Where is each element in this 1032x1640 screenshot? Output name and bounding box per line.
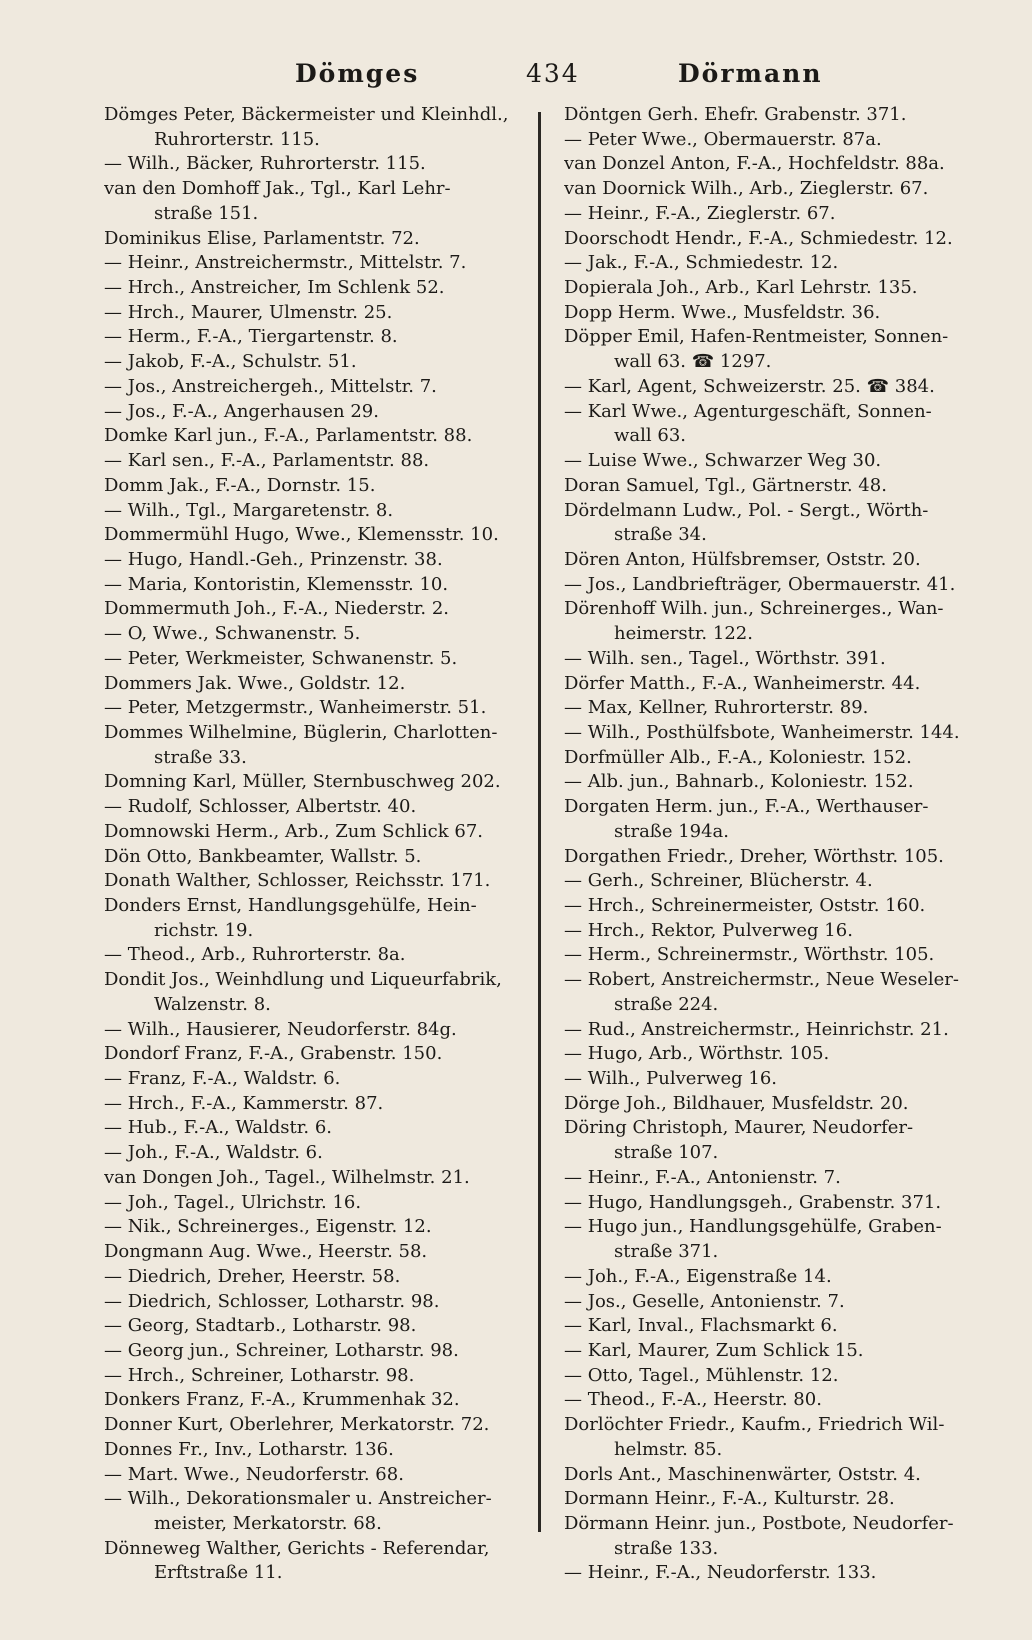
- directory-line: — Wilh., Bäcker, Ruhrorterstr. 115.: [104, 153, 426, 175]
- directory-line: — Diedrich, Dreher, Heerstr. 58.: [104, 1265, 401, 1287]
- directory-line: Dondorf Franz, F.-A., Grabenstr. 150.: [104, 1043, 443, 1065]
- directory-line: — Peter, Werkmeister, Schwanenstr. 5.: [104, 647, 458, 669]
- directory-line: Dörmann Heinr. jun., Postbote, Neudorfer-: [564, 1512, 954, 1534]
- directory-line: — O, Wwe., Schwanenstr. 5.: [104, 623, 361, 645]
- directory-line: — Hrch., Maurer, Ulmenstr. 25.: [104, 301, 393, 323]
- directory-line: Domning Karl, Müller, Sternbuschweg 202.: [104, 771, 501, 793]
- directory-line: — Robert, Anstreichermstr., Neue Weseler-: [564, 969, 959, 991]
- directory-line: Ruhrorterstr. 115.: [154, 128, 320, 150]
- directory-line: straße 133.: [614, 1537, 719, 1559]
- directory-line: straße 33.: [154, 746, 247, 768]
- directory-line: Döntgen Gerh. Ehefr. Grabenstr. 371.: [564, 104, 907, 125]
- directory-line: Dorls Ant., Maschinenwärter, Oststr. 4.: [564, 1463, 921, 1485]
- directory-line: straße 371.: [614, 1241, 719, 1263]
- directory-line: meister, Merkatorstr. 68.: [154, 1512, 382, 1534]
- directory-line: Dondit Jos., Weinhdlung und Liqueurfabrik,: [104, 969, 502, 991]
- directory-line: Walzenstr. 8.: [154, 993, 271, 1015]
- directory-line: — Jos., Anstreichergeh., Mittelstr. 7.: [104, 375, 437, 397]
- directory-line: Dorlöchter Friedr., Kaufm., Friedrich Wil-: [564, 1414, 945, 1436]
- directory-line: — Theod., F.-A., Heerstr. 80.: [564, 1389, 822, 1411]
- page-header: [0, 56, 1032, 92]
- directory-line: — Mart. Wwe., Neudorferstr. 68.: [104, 1463, 404, 1485]
- directory-line: Dorgathen Friedr., Dreher, Wörthstr. 105.: [564, 845, 944, 867]
- directory-line: — Franz, F.-A., Waldstr. 6.: [104, 1068, 341, 1090]
- directory-line: — Jak., F.-A., Schmiedestr. 12.: [564, 252, 839, 274]
- directory-line: Dördelmann Ludw., Pol. - Sergt., Wörth-: [564, 499, 929, 521]
- left-column: [104, 103, 532, 1586]
- directory-line: Dormann Heinr., F.-A., Kulturstr. 28.: [564, 1488, 895, 1510]
- directory-line: — Max, Kellner, Ruhrorterstr. 89.: [564, 697, 869, 719]
- directory-line: — Jos., F.-A., Angerhausen 29.: [104, 400, 379, 422]
- directory-line: — Hub., F.-A., Waldstr. 6.: [104, 1117, 333, 1139]
- directory-line: Erftstraße 11.: [154, 1562, 283, 1584]
- directory-line: — Peter Wwe., Obermauerstr. 87a.: [564, 128, 882, 150]
- directory-line: Donath Walther, Schlosser, Reichsstr. 171.: [104, 870, 491, 892]
- directory-line: — Hrch., Schreinermeister, Oststr. 160.: [564, 895, 926, 916]
- directory-line: — Rudolf, Schlosser, Albertstr. 40.: [104, 796, 417, 818]
- directory-line: — Luise Wwe., Schwarzer Weg 30.: [564, 450, 882, 472]
- directory-line: straße 151.: [154, 202, 259, 224]
- directory-line: — Diedrich, Schlosser, Lotharstr. 98.: [104, 1290, 440, 1312]
- directory-line: Doran Samuel, Tgl., Gärtnerstr. 48.: [564, 474, 887, 496]
- directory-line: — Jakob, F.-A., Schulstr. 51.: [104, 351, 357, 373]
- directory-line: — Jos., Geselle, Antonienstr. 7.: [564, 1290, 845, 1312]
- directory-line: Donner Kurt, Oberlehrer, Merkatorstr. 72.: [104, 1414, 490, 1436]
- directory-line: — Hrch., F.-A., Kammerstr. 87.: [104, 1092, 384, 1114]
- directory-line: — Georg jun., Schreiner, Lotharstr. 98.: [104, 1339, 459, 1361]
- directory-line: — Maria, Kontoristin, Klemensstr. 10.: [104, 573, 449, 595]
- directory-line: — Wilh., Tgl., Margaretenstr. 8.: [104, 499, 394, 521]
- column-divider: [538, 112, 541, 1532]
- directory-line: — Wilh., Dekorationsmaler u. Anstreicher-: [104, 1488, 492, 1510]
- directory-line: — Herm., Schreinermstr., Wörthstr. 105.: [564, 944, 935, 966]
- directory-line: Döpper Emil, Hafen-Rentmeister, Sonnen-: [564, 326, 949, 348]
- directory-line: Dorgaten Herm. jun., F.-A., Werthauser-: [564, 796, 929, 818]
- directory-line: — Hrch., Schreiner, Lotharstr. 98.: [104, 1364, 415, 1386]
- directory-line: — Theod., Arb., Ruhrorterstr. 8a.: [104, 944, 406, 966]
- directory-line: — Karl Wwe., Agenturgeschäft, Sonnen-: [564, 400, 932, 422]
- directory-line: Dörfer Matth., F.-A., Wanheimerstr. 44.: [564, 672, 921, 694]
- directory-line: Dörenhoff Wilh. jun., Schreinerges., Wan-: [564, 598, 944, 620]
- directory-line: — Jos., Landbriefträger, Obermauerstr. 41.: [564, 573, 956, 595]
- directory-line: — Hugo, Handlungsgeh., Grabenstr. 371.: [564, 1191, 942, 1213]
- directory-line: — Nik., Schreinerges., Eigenstr. 12.: [104, 1216, 432, 1238]
- directory-line: — Karl sen., F.-A., Parlamentstr. 88.: [104, 450, 430, 472]
- directory-line: Dön Otto, Bankbeamter, Wallstr. 5.: [104, 845, 422, 867]
- directory-line: richstr. 19.: [154, 919, 254, 941]
- directory-line: Dommers Jak. Wwe., Goldstr. 12.: [104, 672, 406, 694]
- directory-line: straße 34.: [614, 524, 707, 546]
- directory-line: Dommes Wilhelmine, Büglerin, Charlotten-: [104, 721, 498, 743]
- directory-line: — Heinr., F.-A., Neudorferstr. 133.: [564, 1562, 877, 1584]
- directory-line: wall 63.: [614, 425, 686, 447]
- directory-line: — Peter, Metzgermstr., Wanheimerstr. 51.: [104, 697, 487, 719]
- directory-line: straße 194a.: [614, 820, 730, 842]
- directory-line: — Karl, Agent, Schweizerstr. 25. ☎ 384.: [564, 375, 935, 397]
- directory-line: Dörge Joh., Bildhauer, Musfeldstr. 20.: [564, 1092, 909, 1114]
- directory-line: — Heinr., Anstreichermstr., Mittelstr. 7.: [104, 252, 467, 274]
- directory-line: Dongmann Aug. Wwe., Heerstr. 58.: [104, 1241, 428, 1263]
- directory-line: Domnowski Herm., Arb., Zum Schlick 67.: [104, 820, 484, 842]
- header-first-entry: Dömges: [295, 59, 420, 88]
- directory-line: wall 63. ☎ 1297.: [614, 351, 772, 373]
- directory-line: — Wilh., Hausierer, Neudorferstr. 84g.: [104, 1018, 457, 1040]
- directory-line: van Donzel Anton, F.-A., Hochfeldstr. 88a.: [564, 153, 945, 175]
- directory-line: — Joh., F.-A., Waldstr. 6.: [104, 1142, 323, 1164]
- directory-line: — Otto, Tagel., Mühlenstr. 12.: [564, 1364, 839, 1386]
- header-last-entry: Dörmann: [678, 59, 823, 88]
- directory-line: — Hugo jun., Handlungsgehülfe, Graben-: [564, 1216, 942, 1238]
- directory-line: Dommermühl Hugo, Wwe., Klemensstr. 10.: [104, 524, 499, 546]
- directory-line: heimerstr. 122.: [614, 623, 753, 645]
- directory-line: Dopierala Joh., Arb., Karl Lehrstr. 135.: [564, 277, 918, 299]
- directory-line: straße 107.: [614, 1142, 719, 1164]
- directory-line: — Georg, Stadtarb., Lotharstr. 98.: [104, 1315, 417, 1337]
- right-column: [564, 103, 1002, 1586]
- directory-line: — Hrch., Anstreicher, Im Schlenk 52.: [104, 277, 445, 299]
- page-number: 434: [526, 59, 580, 88]
- directory-line: Döring Christoph, Maurer, Neudorfer-: [564, 1117, 914, 1139]
- directory-line: helmstr. 85.: [614, 1438, 723, 1460]
- directory-line: Dören Anton, Hülfsbremser, Oststr. 20.: [564, 548, 921, 570]
- directory-line: Dömges Peter, Bäckermeister und Kleinhdl.,: [104, 104, 509, 125]
- directory-line: Dommermuth Joh., F.-A., Niederstr. 2.: [104, 598, 449, 620]
- directory-line: — Gerh., Schreiner, Blücherstr. 4.: [564, 870, 873, 892]
- directory-line: Dopp Herm. Wwe., Musfeldstr. 36.: [564, 301, 881, 323]
- directory-line: Donnes Fr., Inv., Lotharstr. 136.: [104, 1438, 394, 1460]
- directory-line: — Karl, Maurer, Zum Schlick 15.: [564, 1339, 864, 1361]
- directory-line: — Wilh., Posthülfsbote, Wanheimerstr. 144.: [564, 721, 960, 743]
- directory-line: — Joh., F.-A., Eigenstraße 14.: [564, 1265, 832, 1287]
- directory-line: — Heinr., F.-A., Antonienstr. 7.: [564, 1166, 841, 1188]
- directory-line: — Rud., Anstreichermstr., Heinrichstr. 21.: [564, 1018, 949, 1040]
- directory-line: Doorschodt Hendr., F.-A., Schmiedestr. 12.: [564, 227, 953, 249]
- directory-line: straße 224.: [614, 993, 719, 1015]
- directory-line: — Hugo, Arb., Wörthstr. 105.: [564, 1043, 830, 1065]
- directory-line: Dorfmüller Alb., F.-A., Koloniestr. 152.: [564, 746, 912, 768]
- directory-line: van Dongen Joh., Tagel., Wilhelmstr. 21.: [104, 1166, 470, 1188]
- directory-line: Donders Ernst, Handlungsgehülfe, Hein-: [104, 895, 477, 916]
- directory-line: — Karl, Inval., Flachsmarkt 6.: [564, 1315, 838, 1337]
- directory-line: — Herm., F.-A., Tiergartenstr. 8.: [104, 326, 398, 348]
- directory-line: Domke Karl jun., F.-A., Parlamentstr. 88.: [104, 425, 473, 447]
- directory-line: Domm Jak., F.-A., Dornstr. 15.: [104, 474, 376, 496]
- directory-line: Donkers Franz, F.-A., Krummenhak 32.: [104, 1389, 460, 1411]
- directory-line: — Heinr., F.-A., Zieglerstr. 67.: [564, 202, 836, 224]
- directory-line: — Alb. jun., Bahnarb., Koloniestr. 152.: [564, 771, 914, 793]
- directory-line: — Hrch., Rektor, Pulverweg 16.: [564, 919, 853, 941]
- directory-line: Dominikus Elise, Parlamentstr. 72.: [104, 227, 420, 249]
- directory-line: — Hugo, Handl.-Geh., Prinzenstr. 38.: [104, 548, 443, 570]
- directory-line: — Wilh., Pulverweg 16.: [564, 1068, 777, 1090]
- directory-line: — Wilh. sen., Tagel., Wörthstr. 391.: [564, 647, 886, 669]
- directory-line: — Joh., Tagel., Ulrichstr. 16.: [104, 1191, 362, 1213]
- directory-line: van Doornick Wilh., Arb., Zieglerstr. 67.: [564, 178, 929, 200]
- directory-line: van den Domhoff Jak., Tgl., Karl Lehr-: [104, 178, 451, 200]
- directory-line: Dönneweg Walther, Gerichts - Referendar,: [104, 1537, 490, 1559]
